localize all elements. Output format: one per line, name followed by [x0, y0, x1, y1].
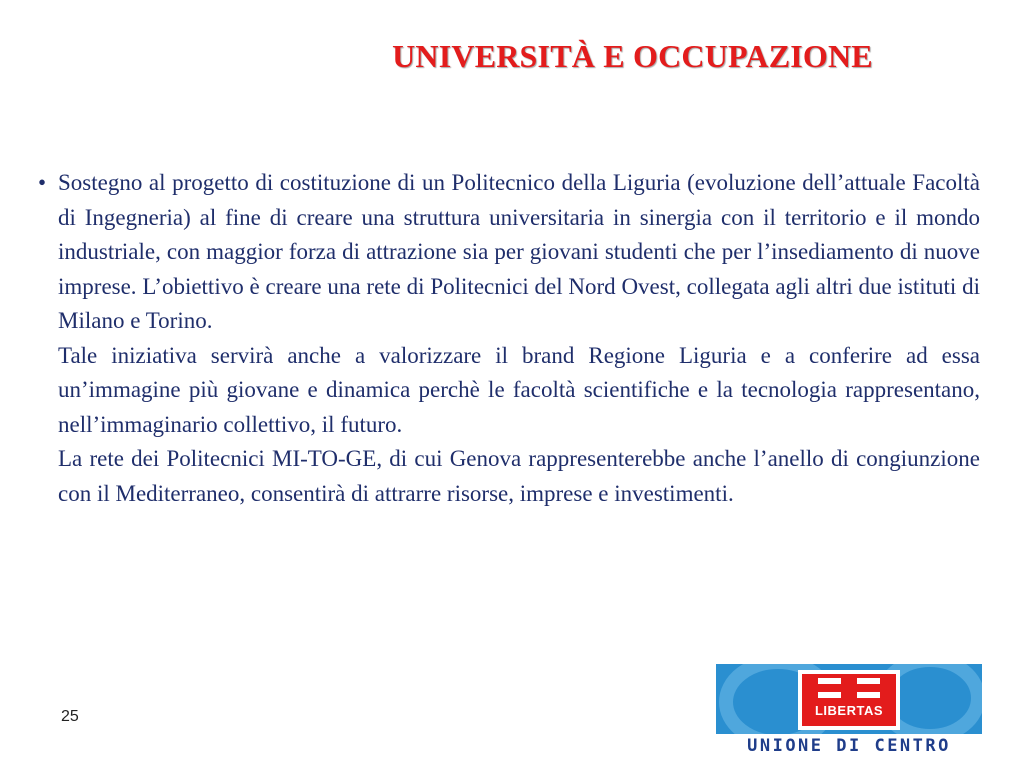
- slide-content: [38, 166, 980, 511]
- paragraph-network: La rete dei Politecnici MI-TO-GE, di cui Genova rappresenterebbe anche l’anello di congiunzione con il Mediterraneo, consentirà di attrarre risorse, imprese e investimenti.: [58, 446, 980, 506]
- logo-libertas-text: LIBERTAS: [814, 703, 884, 718]
- udc-libertas-logo: [716, 664, 982, 758]
- paragraph-brand: Tale iniziativa servirà anche a valorizzare il brand Regione Liguria e a conferire ad essa un’immagine più giovane e dinamica perchè le facoltà scientifiche e la tecnologia rappresentano, nell’immaginario collettivo, il futuro.: [58, 342, 980, 437]
- logo-caption: UNIONE DI CENTRO: [747, 736, 951, 756]
- page-number: 25: [61, 708, 79, 725]
- shield-cross-icon: [798, 670, 900, 730]
- slide-title: UNIVERSITÀ E OCCUPAZIONE: [392, 38, 873, 74]
- bullet-point: •: [38, 170, 47, 195]
- paragraph-politecnico: Sostegno al progetto di costituzione di un Politecnico della Liguria (evoluzione dell’attuale Facoltà di Ingegneria) al fine di creare una struttura universitaria in sinergia con il territorio e il mondo industriale, con maggior forza di attrazione sia per giovani studenti che per l’insediamento di nuove imprese. L’obiettivo è creare una rete di Politecnici del Nord Ovest, collegata agli altri due istituti di Milano e Torino.: [58, 170, 980, 333]
